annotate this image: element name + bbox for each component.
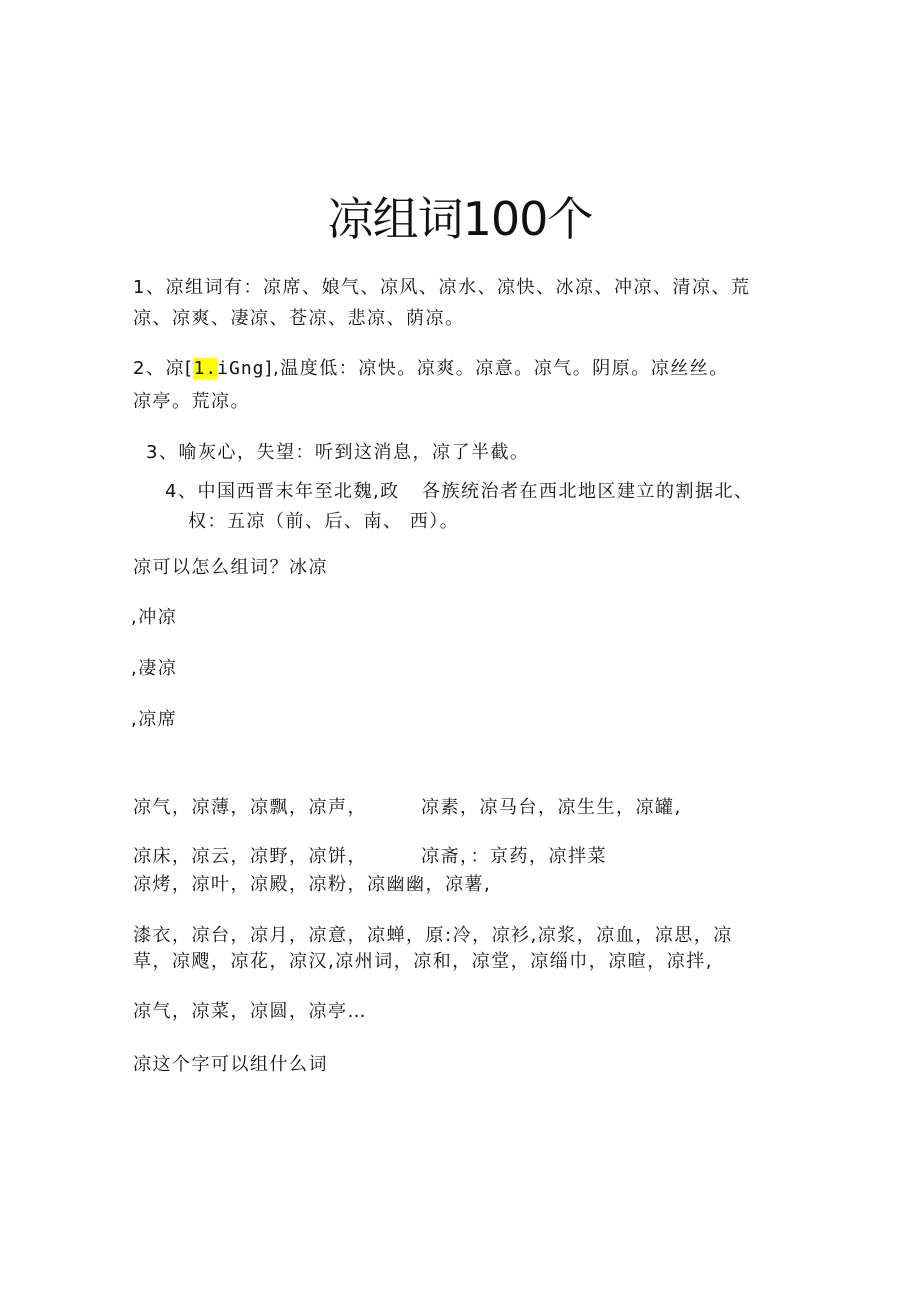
pinyin-highlight: 1. — [193, 358, 218, 379]
para2-line2: 凉亭。荒凉。 — [133, 391, 250, 412]
words-row1-right: 凉素，凉马台，凉生生，凉罐, — [421, 797, 682, 818]
para2-prefix: 2、凉[ — [133, 358, 194, 379]
words-row2-right: 凉斋，：京药，凉拌菜 — [421, 846, 607, 867]
para1-line1: 1、凉组词有：凉席、娘气、凉风、凉水、凉快、冰凉、冲凉、清凉、荒 — [133, 277, 751, 298]
words-row5: 草，凉飕，凉花，凉汉,凉州词，凉和，凉堂，凉缁巾，凉暄，凉拌, — [133, 951, 713, 972]
closing-line: 凉这个字可以组什么词 — [133, 1054, 328, 1075]
words-row6: 凉气，凉菜，凉圆，凉亭… — [133, 1001, 367, 1022]
list-item: ,凉席 — [131, 709, 178, 730]
para4-right: 各族统治者在西北地区建立的割据北、 — [422, 481, 754, 502]
list-item: ,凄凉 — [131, 658, 178, 679]
pinyin-rest: iGng — [217, 358, 265, 379]
para4-left: 4、中国西晋末年至北魏,政 — [165, 481, 400, 502]
para4-line2: 权：五凉（前、后、南、 西）。 — [188, 511, 460, 532]
para3: 3、喻灰心，失望：听到这消息，凉了半截。 — [146, 442, 530, 463]
para2-suffix: ],温度低：凉快。凉爽。凉意。凉气。阴原。凉丝丝。 — [264, 358, 729, 379]
words-row4: 漆衣，凉台，凉月，凉意，凉蝉，原:冷，凉衫,凉浆，凉血，凉思，凉 — [133, 925, 733, 946]
question-line: 凉可以怎么组词？冰凉 — [133, 557, 328, 578]
list-item: ,冲凉 — [131, 607, 178, 628]
words-row2-left: 凉床，凉云，凉野，凉饼， — [133, 846, 367, 867]
words-row1-left: 凉气，凉薄，凉飘，凉声， — [133, 797, 367, 818]
page-title: 凉组词100个 — [327, 192, 593, 246]
para1-line2: 凉、凉爽、凄凉、苍凉、悲凉、荫凉。 — [133, 308, 465, 329]
words-row3: 凉烤，凉叶，凉殿，凉粉，凉幽幽，凉薯, — [133, 874, 492, 895]
para2-line1 — [133, 357, 729, 381]
